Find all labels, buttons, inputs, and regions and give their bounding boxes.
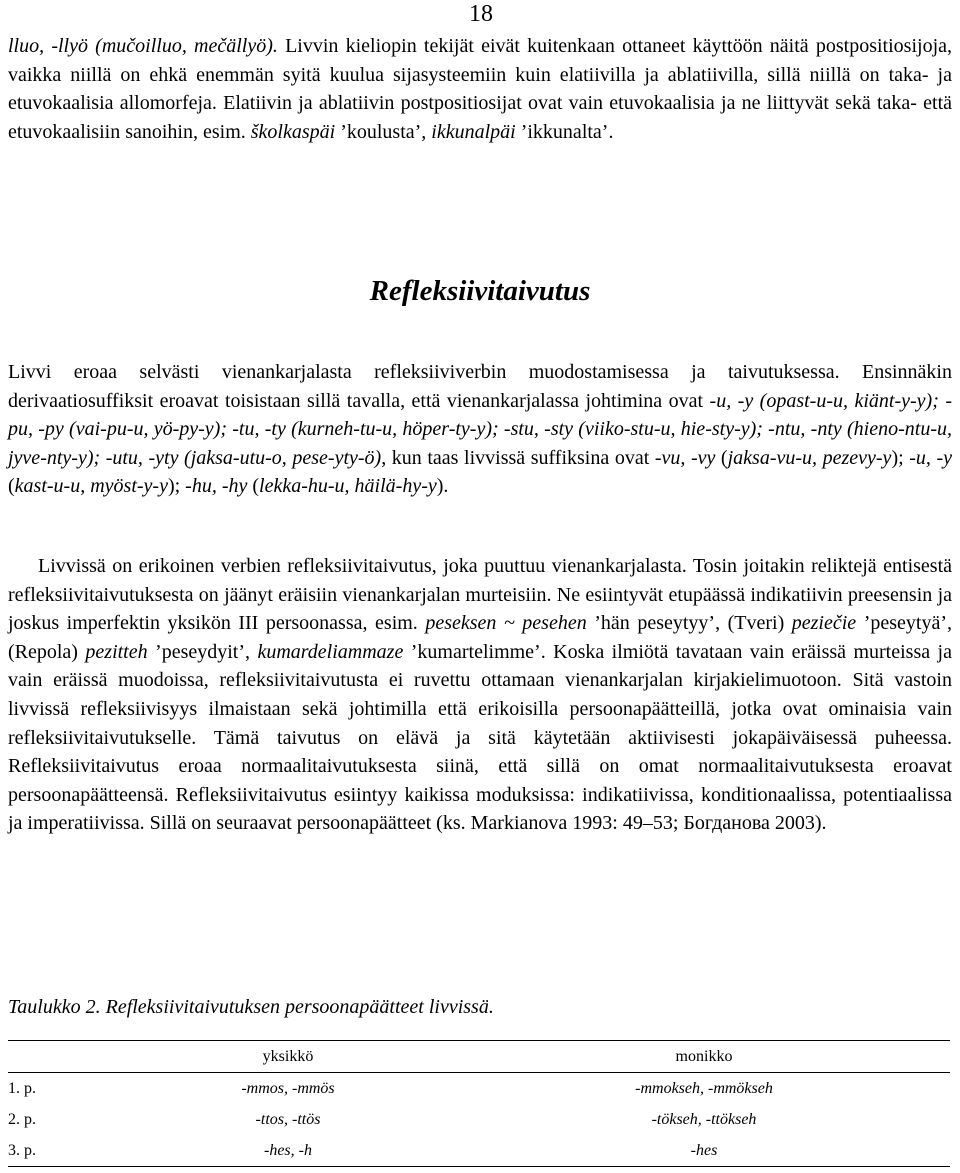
example-word: lekka-hu-u, häilä-hy-y [259,475,437,498]
body-text: ’kumartelimme’. Koska ilmiötä tavataan vain eräissä murteissa ja vain eräissä muodoissa, refleksiivitaivutusta ei ruvettu ottamaan vienankarjalan kirjakielimuotoon. Sitä vastoin livvissä refleksiivisyys ilmaistaan sekä johtimilla että erikoisilla persoonapäätteillä, jotka ovat ominaisia vain refleksiivitaivutukselle. Tämä taivutus on elävä ja sitä käytetään aktiivisesti jokapäiväisessä puheessa. Refleksiivitaivutus eroaa normaalitaivutuksesta siinä, että sillä on omat normaalitaivutuksesta eroavat persoonapäätteensä. Refleksiivitaivutus esiintyy kaikissa moduksissa: indikatiivissa, konditionaalissa, potentiaalissa ja imperatiivissa. Sillä on seuraavat persoonapäätteet (ks. Markianova 1993: 49–53; Богданова 2003). [8,640,952,835]
gloss: ’peseydyit’, [147,640,258,663]
gloss: ’koulusta’, [335,120,432,143]
body-text: Livvi eroaa selvästi vienankarjalasta refleksiiviverbin muodostamisessa ja taivutuksessa. Ensinnäkin derivaatiosuffiksit eroavat toisistaan sillä tavalla, että vienankarjalassa johtimina ovat [8,361,952,412]
gloss: ’hän peseytyy’, (Tveri) [586,612,792,635]
cell-plural: -tökseh, -ttökseh [651,1110,757,1128]
cell-person: 1. p. [8,1079,36,1097]
section-heading: Refleksiivitaivutus [369,275,591,307]
example-list: -u, -y (opast-u-u, kiänt-y-y); -pu, -py (vai-pu-u, yö-py-y); -tu, -ty (kurneh-tu-u, höper-ty-y); -stu, -sty (viiko-stu-u, hie-sty-y); -ntu, -nty (hieno-ntu-u, jyve-nty-y); -utu, -yty (jaksa-utu-o, pese-yty-ö) [8,389,952,469]
table-row [8,1135,950,1167]
example-word: peseksen ~ pesehen [425,612,587,635]
italic-text: lluo, -llyö (mučoilluo, mečällyö). [8,35,286,57]
person-endings-table [8,1040,950,1167]
body-text: ); [167,475,186,498]
paragraph-intro [8,32,952,146]
paragraph-derivation [8,358,952,501]
header-plural: monikko [458,1041,950,1073]
body-text: ). [436,475,449,498]
header-singular: yksikkö [118,1041,458,1073]
cell-person: 2. p. [8,1110,36,1128]
body-text: , kun taas livvissä suffiksina ovat [381,446,655,469]
body-text: ); [891,446,910,469]
body-text: ( [247,475,260,498]
header-person [8,1041,118,1073]
cell-singular: -hes, -h [118,1135,458,1167]
example-word: jaksa-vu-u, pezevy-y [727,446,892,469]
suffix: -vu, -vy [654,446,716,469]
example-word: pezitteh [85,640,148,663]
example-word: školkaspäi [250,120,336,143]
cell-plural: -hes [458,1135,950,1167]
body-text: Livvissä on erikoinen verbien refleksiivitaivutus, joka puuttuu vienankarjalasta. Tosin joitakin reliktejä entisestä refleksiivitaivutuksesta on jäänyt eräisiin vienankarjalan murteisiin. Ne esiintyvät etupäässä indikatiivin preesensin ja joskus imperfektin yksikön III persoonassa, esim. [8,555,952,635]
cell-person: 3. p. [8,1135,118,1167]
gloss: ’ikkunalta’. [515,120,614,143]
gloss: ’peseytyä’, (Repola) [8,612,952,663]
example-word: kumardeliammaze [257,640,404,663]
cell-singular: -ttos, -ttös [255,1110,321,1128]
cell-singular: -mmos, -mmös [241,1079,335,1097]
example-word: kast-u-u, myöst-y-y [14,475,168,498]
table-caption: Taulukko 2. Refleksiivitaivutuksen persoonapäätteet livvissä. [8,996,494,1018]
table-row [8,1104,950,1135]
body-text: ( [8,475,15,498]
example-word: ikkunalpäi [431,120,516,143]
paragraph-reflexive [8,552,952,838]
suffix: -hu, -hy [185,475,248,498]
suffix: -u, -y [909,446,953,469]
table-header-row [8,1041,950,1073]
table-row [8,1073,950,1105]
cell-plural: -mmokseh, -mmökseh [635,1079,773,1097]
body-text: Livvin kieliopin tekijät eivät kuitenkaan ottaneet käyttöön näitä postpositiosijoja, vaikka niillä on ehkä enemmän syitä kuulua sijasysteemiin kuin elatiivilla ja ablatiivilla, sillä niillä on taka- ja etuvokaalisia allomorfeja. Elatiivin ja ablatiivin postpositiosijat ovat vain etuvokaalisia ja ne liittyvät sekä taka- että etuvokaalisiin sanoihin, esim. [8,35,952,143]
body-text: ( [715,446,728,469]
page-number: 18 [469,1,493,27]
example-word: peziečie [791,612,857,635]
